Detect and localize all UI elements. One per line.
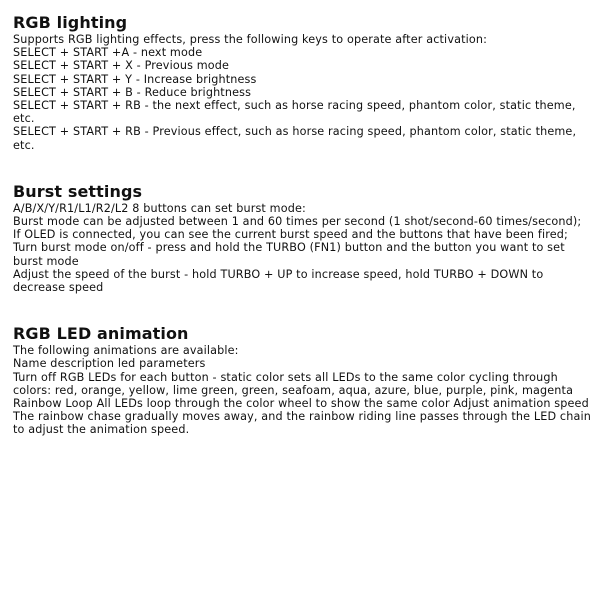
section-spacer [13, 152, 593, 182]
text-line: SELECT + START + B - Reduce brightness [13, 85, 252, 99]
text-line: A/B/X/Y/R1/L1/R2/L2 8 buttons can set burst mode: [13, 201, 306, 215]
document [13, 13, 593, 437]
text-line: Supports RGB lighting effects, press the following keys to operate after activation: [13, 33, 488, 46]
text-line: SELECT + START + Y - Increase brightness [13, 72, 257, 86]
burst-settings-lines [13, 202, 593, 294]
text-line: Adjust the speed of the burst - hold TURBO + UP to increase speed, hold TURBO + DOWN to decrease speed [13, 267, 544, 295]
text-line: The following animations are available: [13, 344, 239, 358]
text-line: The rainbow chase gradually moves away, and the rainbow riding line passes through the LED chain to adjust the animation speed. [13, 410, 591, 437]
section-burst-settings [13, 182, 593, 294]
section-rgb-led-animation [13, 324, 593, 436]
section-title-rgb-lighting: RGB lighting [13, 13, 128, 32]
text-line: SELECT + START + RB - the next effect, such as horse racing speed, phantom color, static theme, etc. [13, 99, 576, 126]
text-line: Burst mode can be adjusted between 1 and 60 times per second (1 shot/second-60 times/second); [13, 215, 582, 229]
rgb-led-animation-lines [13, 344, 593, 436]
text-line: SELECT + START +A - next mode [13, 46, 203, 60]
rgb-lighting-lines [13, 33, 593, 152]
text-line: If OLED is connected, you can see the current burst speed and the buttons that have been fired; [13, 228, 568, 242]
section-title-rgb-led-animation: RGB LED animation [13, 324, 189, 344]
text-line: Turn burst mode on/off - press and hold the TURBO (FN1) button and the button you want to set burst mode [13, 241, 565, 268]
text-line: Name description led parameters [13, 357, 206, 371]
section-title-burst-settings: Burst settings [13, 181, 143, 201]
section-spacer [13, 294, 593, 324]
text-line: Rainbow Loop All LEDs loop through the color wheel to show the same color Adjust animation speed [13, 397, 589, 411]
text-line: SELECT + START + X - Previous mode [13, 59, 230, 73]
text-line: SELECT + START + RB - Previous effect, such as horse racing speed, phantom color, static theme, etc. [13, 125, 577, 152]
section-rgb-lighting [13, 13, 593, 152]
text-line: Turn off RGB LEDs for each button - static color sets all LEDs to the same color cycling through colors: red, orange, yellow, lime green, green, seafoam, aqua, azure, blue, purple, pink, magenta [13, 370, 574, 397]
